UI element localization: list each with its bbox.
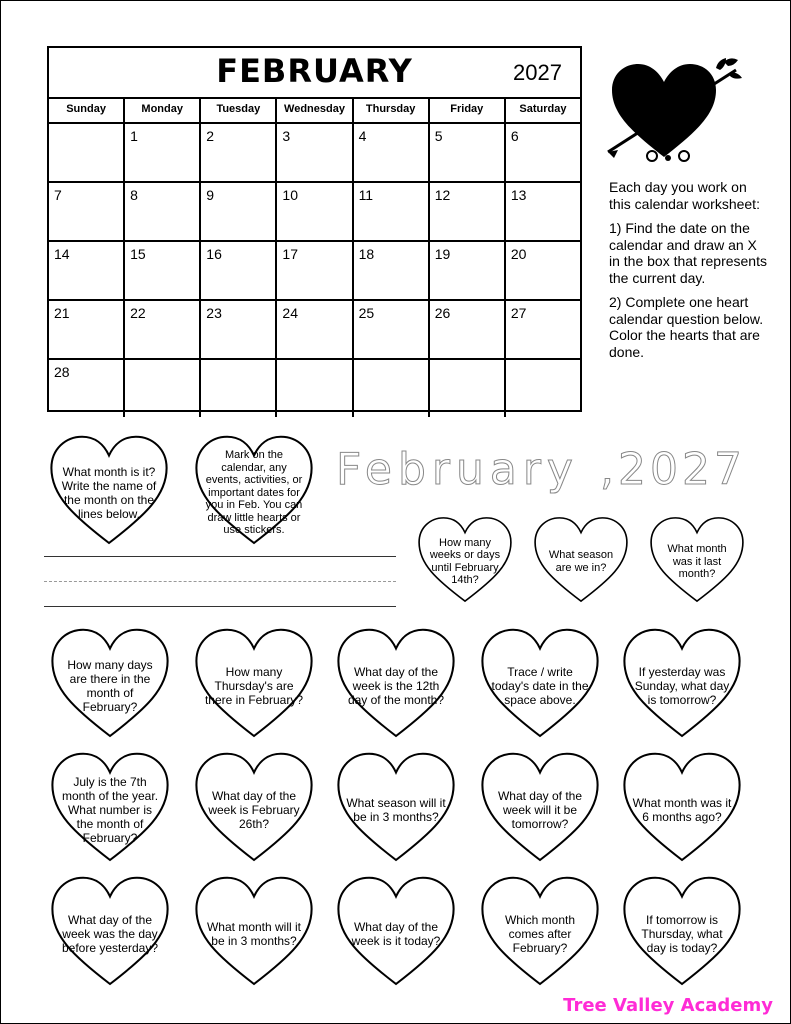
calendar-day-cell[interactable]: 3 [277,124,353,181]
writing-line-mid [44,581,396,582]
heart-question[interactable] [646,511,748,605]
calendar-day-cell[interactable]: 9 [201,183,277,240]
trace-month-text: February [336,444,579,495]
trace-year-text: ,2027 [600,444,746,495]
calendar-day-cell[interactable]: 1 [125,124,201,181]
heart-question[interactable] [332,745,460,865]
heart-question-text: How many Thursday's are there in February? [204,664,304,707]
calendar-day-cell[interactable]: 20 [510,246,527,262]
heart-question[interactable] [618,869,746,989]
calendar-day-cell[interactable]: 15 [125,242,201,299]
calendar-year: 2027 [513,60,562,85]
heart-question[interactable] [190,745,318,865]
heart-question[interactable] [332,869,460,989]
calendar-day-cell[interactable]: 2 [201,124,277,181]
heart-question-text: What month will it be in 3 months? [206,919,302,948]
heart-arrow-icon [604,52,754,167]
day-of-week-label: Tuesday [201,97,277,122]
heart-question-text: If yesterday was Sunday, what day is tomorrow? [634,664,730,707]
heart-question[interactable] [476,869,604,989]
calendar-day-cell[interactable]: 19 [430,242,506,299]
calendar-day-cell[interactable]: 18 [354,242,430,299]
heart-question-text: What day of the week was the day before yesterday? [61,912,159,955]
day-of-week-label: Sunday [49,97,125,122]
heart-question[interactable] [476,621,604,741]
calendar-day-cell[interactable]: 17 [277,242,353,299]
calendar-day-cell[interactable]: 6 [510,128,519,144]
heart-question[interactable] [190,869,318,989]
heart-question[interactable] [45,428,173,548]
calendar-day-cell[interactable]: 11 [354,183,430,240]
heart-question[interactable] [618,745,746,865]
heart-question[interactable] [530,511,632,605]
calendar-week-row [49,183,580,242]
writing-line-top [44,556,396,557]
calendar-day-cell[interactable] [49,124,125,181]
heart-question[interactable] [190,428,318,548]
heart-question-text: What month was it 6 months ago? [632,795,732,824]
calendar-day-cell[interactable]: 21 [49,301,125,358]
calendar-day-cell[interactable] [125,360,201,417]
brand-logo: Tree Valley Academy [563,995,773,1016]
heart-question-text: What month is it? Write the name of the month on the lines below. [61,464,157,521]
calendar-week-row [49,124,580,183]
calendar-day-cell[interactable]: 8 [125,183,201,240]
calendar-day-cell[interactable] [201,360,277,417]
heart-question-text: July is the 7th month of the year. What number is the month of February? [61,774,159,845]
calendar-day-cell[interactable]: 10 [277,183,353,240]
calendar-day-cell[interactable]: 24 [277,301,353,358]
day-of-week-label: Friday [430,97,506,122]
heart-question-text: What day of the week will it be tomorrow? [497,788,583,831]
calendar-day-cell[interactable]: 13 [510,187,527,203]
calendar-day-cell[interactable]: 7 [49,183,125,240]
heart-question-text: What month was it last month? [667,543,727,580]
instructions-step1: 1) Find the date on the calendar and draw an X in the box that represents the current day. [609,220,767,286]
heart-question-text: If tomorrow is Thursday, what day is today? [641,912,723,955]
heart-question[interactable] [414,511,516,605]
calendar-day-cell[interactable] [277,360,353,417]
day-of-week-label: Thursday [354,97,430,122]
calendar-day-cell[interactable]: 16 [201,242,277,299]
calendar-weeks [49,124,580,417]
heart-question[interactable] [476,745,604,865]
calendar-day-cell[interactable] [430,360,506,417]
calendar-day-cell[interactable]: 12 [430,183,506,240]
calendar-day-cell[interactable]: 26 [430,301,506,358]
heart-question[interactable] [46,869,174,989]
calendar-day-cell[interactable]: 27 [510,305,527,321]
heart-question-text: What day of the week is February 26th? [208,788,300,831]
instructions-intro: Each day you work on this calendar worksheet: [609,179,760,212]
instructions [609,179,769,368]
calendar [47,46,582,412]
writing-line-bottom [44,606,396,607]
heart-question[interactable] [46,621,174,741]
calendar-week-row [49,242,580,301]
calendar-day-cell[interactable]: 28 [49,360,125,417]
calendar-day-cell[interactable] [354,360,430,417]
calendar-day-cell[interactable]: 14 [49,242,125,299]
calendar-week-row [49,360,580,417]
heart-question-text: What day of the week is the 12th day of the month? [347,664,445,707]
calendar-grid [49,97,580,417]
day-of-week-label: Wednesday [277,97,353,122]
calendar-month: FEBRUARY [216,52,413,90]
calendar-day-cell[interactable] [506,360,580,417]
day-of-week-row [49,97,580,124]
heart-question-text: How many days are there in the month of February? [67,657,153,714]
heart-question[interactable] [46,745,174,865]
heart-question-text: What day of the week is it today? [351,919,441,948]
instructions-step2: 2) Complete one heart calendar question below. Color the hearts that are done. [609,294,764,360]
heart-question-text: What season are we in? [548,549,614,574]
heart-question-text: What season will it be in 3 months? [346,795,446,824]
calendar-day-cell[interactable]: 22 [125,301,201,358]
heart-question-text: How many weeks or days until February 14th? [429,536,501,587]
day-of-week-label: Monday [125,97,201,122]
calendar-header [49,48,580,99]
heart-question[interactable] [190,621,318,741]
day-of-week-label: Saturday [519,103,567,115]
calendar-day-cell[interactable]: 23 [201,301,277,358]
heart-question[interactable] [618,621,746,741]
calendar-day-cell[interactable]: 5 [430,124,506,181]
heart-question-text: Mark on the calendar, any events, activities, or important dates for you in Feb. You can draw little hearts or use stickers. [205,449,303,537]
heart-question[interactable] [332,621,460,741]
calendar-day-cell[interactable]: 4 [354,124,430,181]
heart-question-text: Which month comes after February? [504,912,576,955]
calendar-day-cell[interactable]: 25 [354,301,430,358]
calendar-week-row [49,301,580,360]
heart-question-text: Trace / write today's date in the space above. [491,664,589,707]
